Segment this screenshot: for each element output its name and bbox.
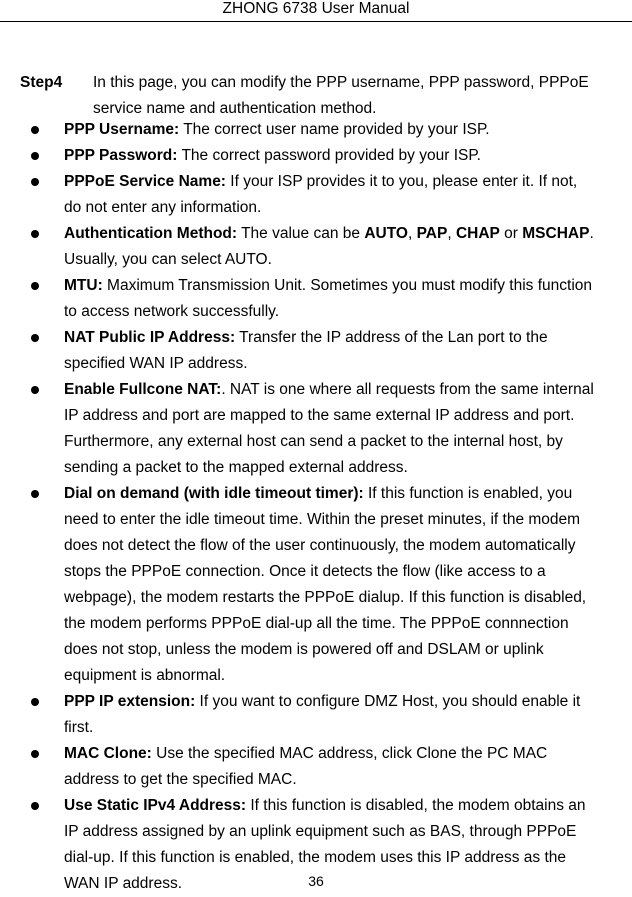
bullet-icon bbox=[31, 490, 39, 498]
term-label: Dial on demand (with idle timeout timer): bbox=[64, 485, 364, 502]
term-description: Transfer the IP address of the Lan port to the specified WAN IP address. bbox=[64, 329, 548, 372]
term-description: If this function is enabled, you need to enter the idle timeout time. Within the preset minutes, if the modem does not detect the flow of the user continuously, the modem automatically stops the PPPoE connection. Once it detects the flow (like access to a webpage), the modem restarts the PPPoE dialup. If this function is disabled, the modem performs PPPoE dial-up all the time. The PPPoE connnection does not stop, unless the modem is powered off and DSLAM or uplink equipment is abnormal. bbox=[64, 485, 587, 684]
page-header bbox=[0, 0, 632, 22]
term-label: MTU: bbox=[64, 277, 103, 294]
step-text: In this page, you can modify the PPP username, PPP password, PPPoE service name and authentication method. bbox=[93, 74, 589, 117]
term-description: If this function is disabled, the modem obtains an IP address assigned by an uplink equipment such as BAS, through PPPoE dial-up. If this function is enabled, the modem uses this IP address as the WAN IP address. bbox=[64, 797, 586, 892]
term-description-note: Usually, you can select AUTO. bbox=[64, 251, 272, 268]
list-item-ppp-username bbox=[64, 117, 632, 143]
term-description: If you want to configure DMZ Host, you should enable it first. bbox=[64, 693, 581, 736]
page-number: 36 bbox=[308, 873, 324, 889]
list-item-mac-clone bbox=[64, 741, 632, 793]
term-label: Use Static IPv4 Address: bbox=[64, 797, 247, 814]
list-item-fullcone-nat bbox=[64, 377, 632, 481]
term-description: The correct user name provided by your ISP. bbox=[179, 121, 490, 138]
bullet-icon bbox=[31, 178, 39, 186]
step-block bbox=[20, 70, 626, 122]
auth-value-chap: CHAP bbox=[455, 225, 500, 242]
bullet-icon bbox=[31, 750, 39, 758]
term-description: . NAT is one where all requests from the same internal IP address and port are mapped to the same external IP address and port. Furthermore, any external host can send a packet to the internal host, by sending a packet to the mapped external address. bbox=[64, 381, 594, 476]
list-item-authentication-method: Authentication Method: The value can be AUTO, PAP, CHAP or MSCHAP. Usually, you can select AUTO. bbox=[64, 221, 632, 273]
term-description: The correct password provided by your ISP. bbox=[177, 147, 481, 164]
term-label: Enable Fullcone NAT: bbox=[64, 381, 222, 398]
term-label: MAC Clone: bbox=[64, 745, 152, 762]
bullet-icon bbox=[31, 802, 39, 810]
bullet-icon bbox=[31, 282, 39, 290]
term-description: If your ISP provides it to you, please enter it. If not, do not enter any information. bbox=[64, 173, 578, 216]
step-label: Step4 bbox=[20, 74, 63, 91]
term-label: PPPoE Service Name: bbox=[64, 173, 226, 190]
term-label: PPP IP extension: bbox=[64, 693, 196, 710]
auth-value-mschap: MSCHAP bbox=[522, 225, 590, 242]
parameter-list bbox=[64, 117, 632, 897]
bullet-icon bbox=[31, 698, 39, 706]
list-item-ppp-password bbox=[64, 143, 632, 169]
term-description: The value can be bbox=[237, 225, 365, 242]
list-item-ppp-ip-extension bbox=[64, 689, 632, 741]
auth-value-auto: AUTO bbox=[364, 225, 408, 242]
list-item-mtu bbox=[64, 273, 632, 325]
list-item-dial-on-demand bbox=[64, 481, 632, 689]
list-item-nat-public-ip bbox=[64, 325, 632, 377]
list-item-pppoe-service-name bbox=[64, 169, 632, 221]
manual-title: ZHONG 6738 User Manual bbox=[222, 0, 410, 17]
term-label: NAT Public IP Address: bbox=[64, 329, 236, 346]
bullet-icon bbox=[31, 334, 39, 342]
term-label: PPP Username: bbox=[64, 121, 180, 138]
term-label: Authentication Method: bbox=[64, 225, 238, 242]
bullet-icon bbox=[31, 230, 39, 238]
auth-value-pap: PAP bbox=[416, 225, 448, 242]
term-label: PPP Password: bbox=[64, 147, 178, 164]
bullet-icon bbox=[31, 126, 39, 134]
bullet-icon bbox=[31, 152, 39, 160]
bullet-icon bbox=[31, 386, 39, 394]
term-description: Maximum Transmission Unit. Sometimes you must modify this function to access network successfully. bbox=[64, 277, 593, 320]
term-description: Use the specified MAC address, click Clone the PC MAC address to get the specified MAC. bbox=[64, 745, 548, 788]
